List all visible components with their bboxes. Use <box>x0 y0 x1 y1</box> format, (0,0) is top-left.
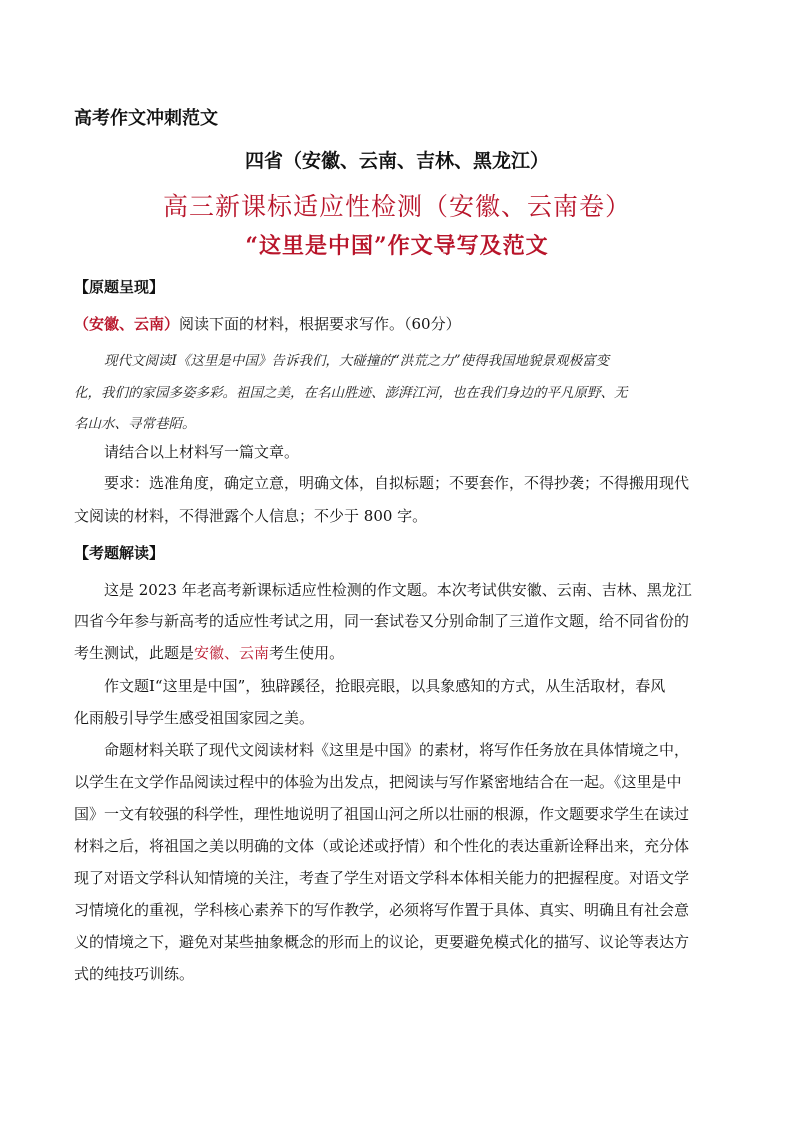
text-span: 考生测试，此题是 <box>74 644 195 662</box>
analysis-paragraph-line: 国》一文有较强的科学性，理性地说明了祖国山河之所以壮丽的根源，作文题要求学生在读过 <box>74 805 690 823</box>
province-anhui: 安徽 <box>194 644 225 662</box>
analysis-paragraph-line: 命题材料关联了现代文阅读材料《这里是中国》的素材，将写作任务放在具体情境之中， <box>104 741 690 759</box>
analysis-paragraph-line <box>74 642 722 663</box>
requirement-line: 要求：选准角度，确定立意，明确文体，自拟标题；不要套作，不得抄袭；不得搬用现代 <box>104 474 690 492</box>
material-line: 名山水、寻常巷陌。 <box>74 416 196 432</box>
question-intro: 阅读下面的材料，根据要求写作。（60分） <box>179 315 461 333</box>
section-heading-original-question: 【原题呈现】 <box>74 278 165 296</box>
analysis-paragraph-line: 义的情境之下，避免对某些抽象概念的形而上的议论，更要避免模式化的描写、议论等表达方 <box>74 933 690 951</box>
doc-title-line1: 高三新课标适应性检测（安徽、云南卷） <box>162 192 631 221</box>
text-span: 考生使用。 <box>269 644 345 662</box>
doc-title-line2: “这里是中国”作文导写及范文 <box>245 233 549 259</box>
analysis-paragraph-line: 以学生在文学作品阅读过程中的体验为出发点，把阅读与写作紧密地结合在一起。《这里是中 <box>74 773 682 791</box>
requirement-line: 文阅读的材料，不得泄露个人信息；不少于 800 字。 <box>74 507 428 525</box>
analysis-paragraph-line: 式的纯技巧训练。 <box>74 965 195 983</box>
doc-label: 高考作文冲刺范文 <box>74 108 218 129</box>
material-line: 现代文阅读Ⅰ《这里是中国》告诉我们，大碰撞的“洪荒之力”使得我国地貌景观极富变 <box>104 353 610 369</box>
material-line: 化，我们的家园多姿多彩。祖国之美，在名山胜迹、澎湃江河，也在我们身边的平凡原野、无 <box>74 385 628 401</box>
analysis-paragraph-line: 化雨般引导学生感受祖国家园之美。 <box>74 709 315 727</box>
analysis-paragraph-line: 这是 2023 年老高考新课标适应性检测的作文题。本次考试供安徽、云南、吉林、黑龙江 <box>104 581 692 599</box>
province-yunnan: 云南 <box>239 644 270 662</box>
section-heading-analysis: 【考题解读】 <box>74 544 165 562</box>
instruction-text: 请结合以上材料写一篇文章。 <box>104 443 300 461</box>
analysis-paragraph-line: 四省今年参与新高考的适应性考试之用，同一套试卷又分别命制了三道作文题，给不同省份的 <box>74 612 690 630</box>
text-span: 、 <box>224 644 240 662</box>
analysis-paragraph-line: 现了对语文学科认知情境的关注，考查了学生对语文学科本体相关能力的把握程度。对语文学 <box>74 869 690 887</box>
analysis-paragraph-line: 作文题Ⅰ“这里是中国”，独辟蹊径，抢眼亮眼，以具象感知的方式，从生活取材，春风 <box>104 677 666 695</box>
province-tag: （安徽、云南） <box>74 315 180 333</box>
analysis-paragraph-line: 材料之后，将祖国之美以明确的文体（或论述或抒情）和个性化的表达重新诠释出来，充分体 <box>74 837 690 855</box>
analysis-paragraph-line: 习情境化的重视，学科核心素养下的写作教学，必须将写作置于具体、真实、明确且有社会意 <box>74 901 690 919</box>
question-intro-line <box>74 313 722 334</box>
doc-subtitle: 四省（安徽、云南、吉林、黑龙江） <box>244 150 549 172</box>
